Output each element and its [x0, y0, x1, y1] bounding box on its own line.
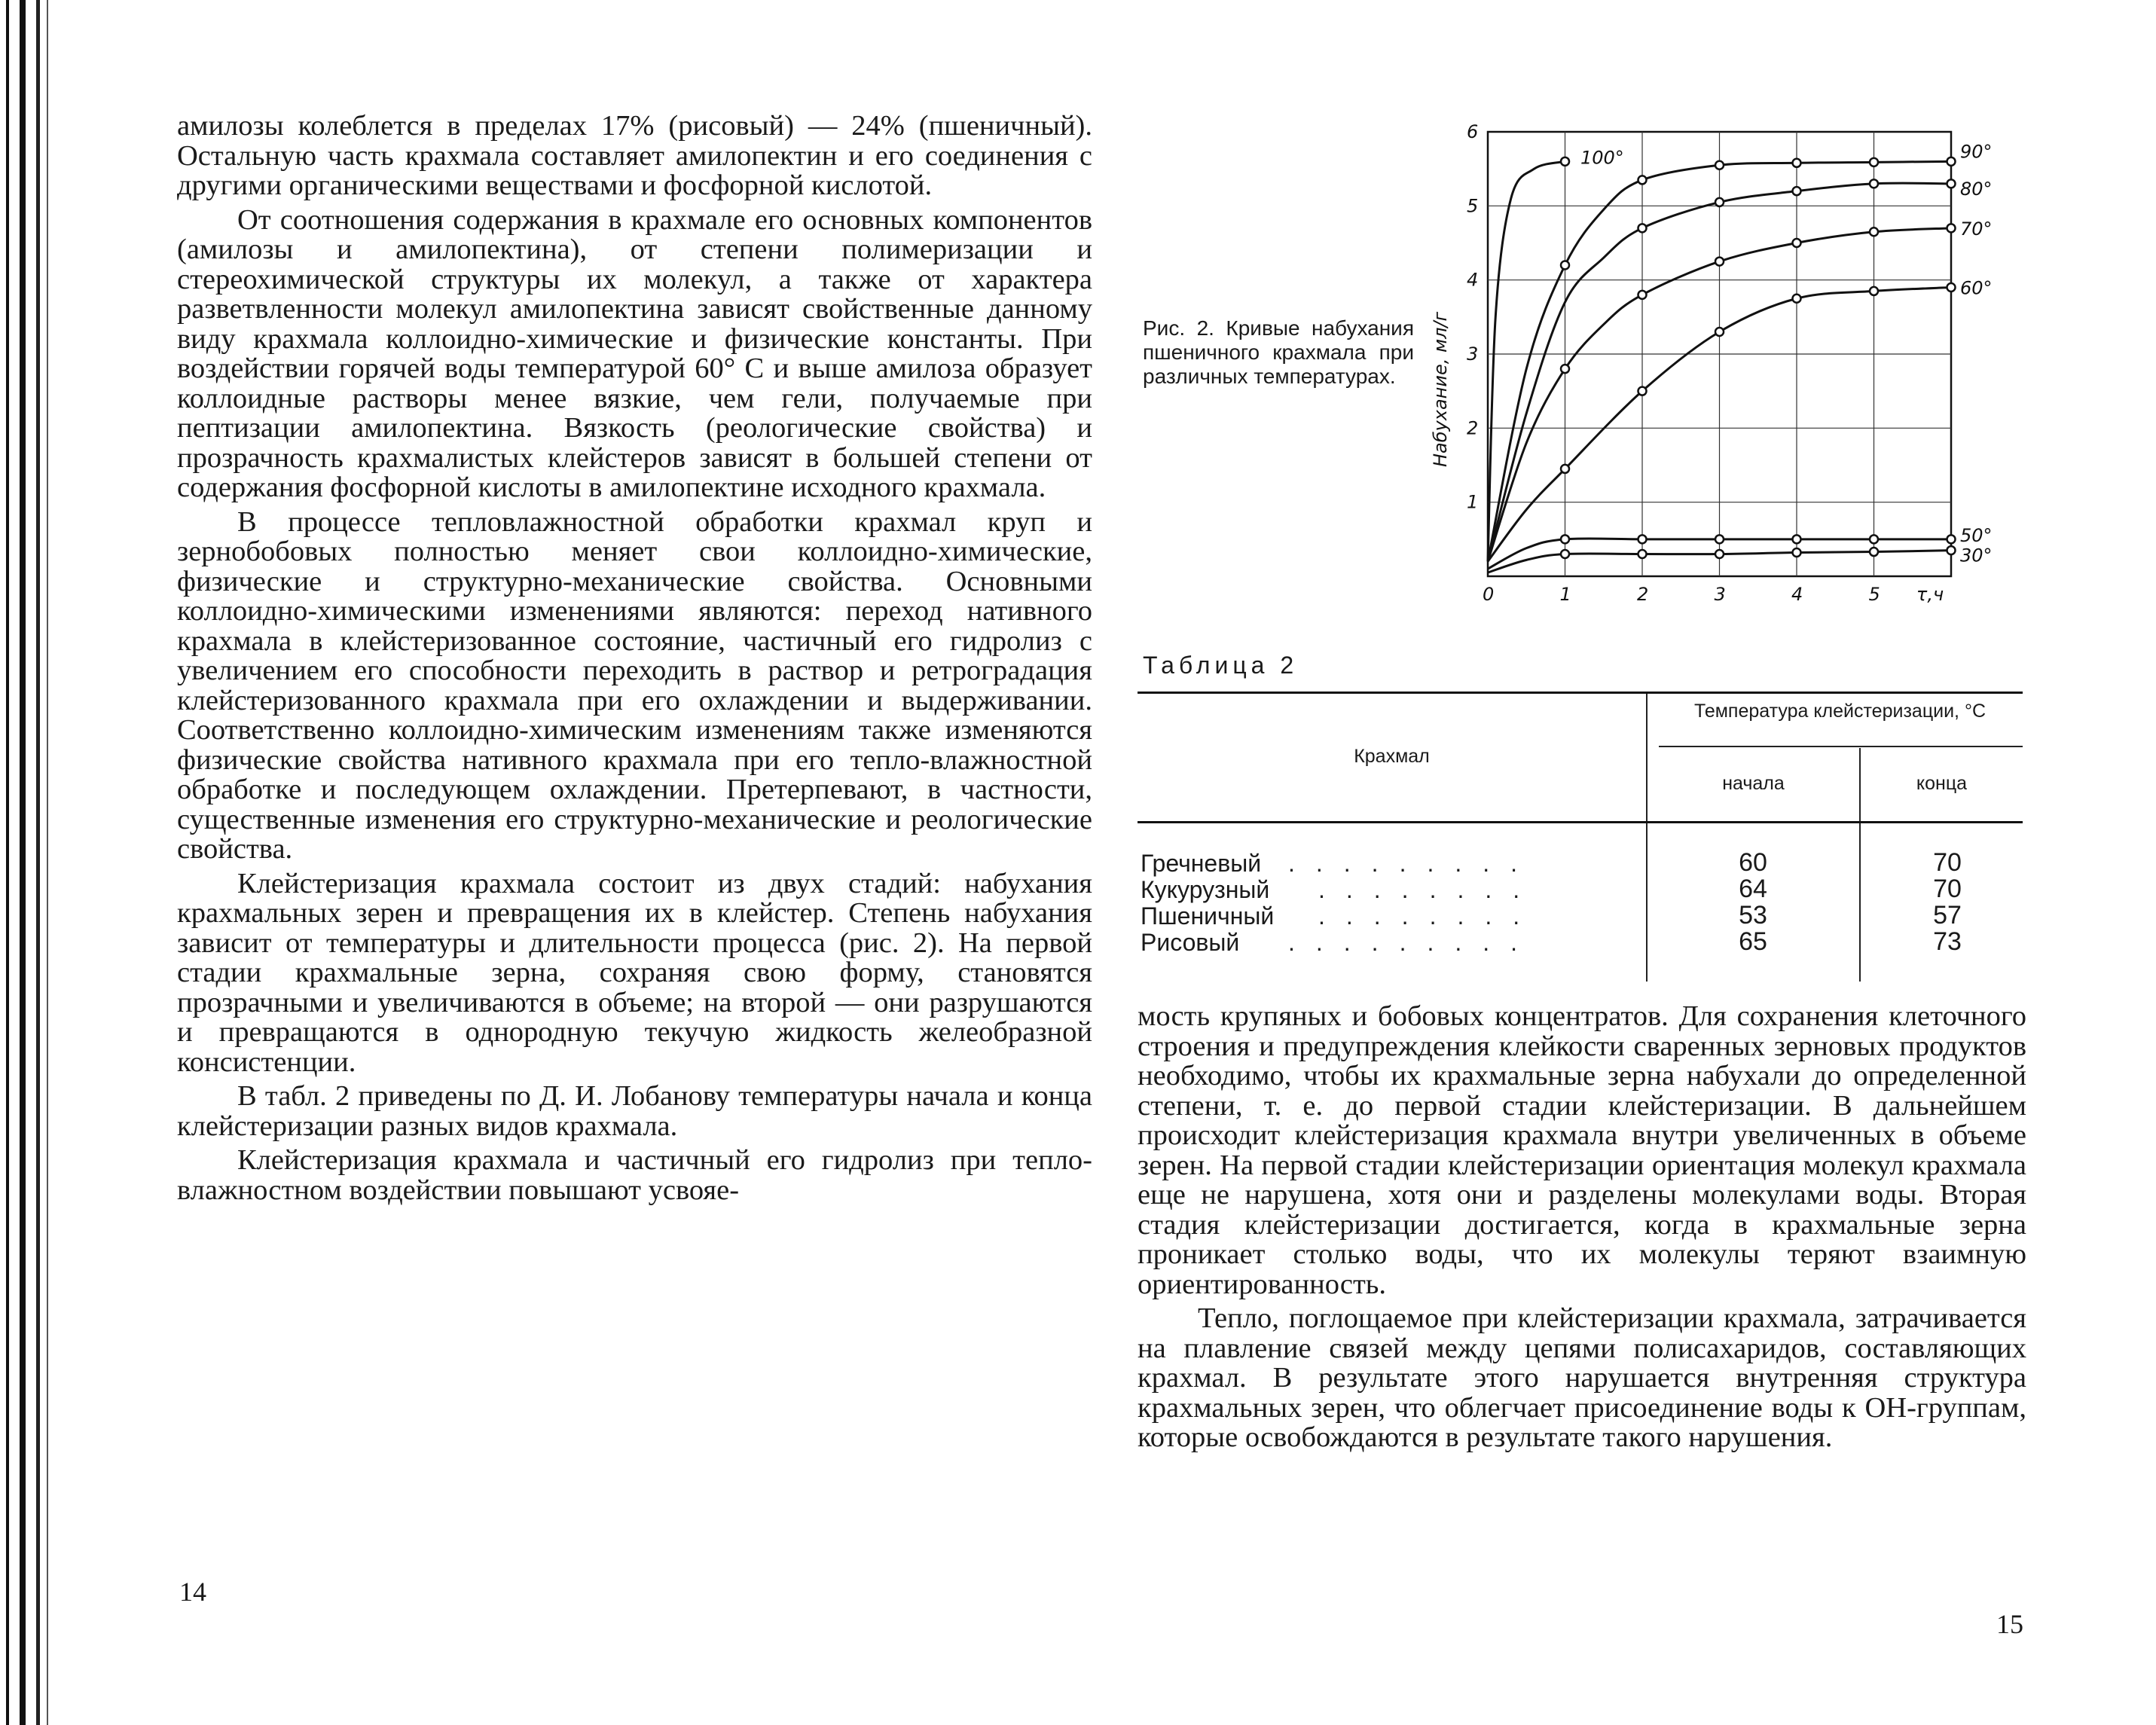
col-header-end: конца	[1916, 773, 1968, 794]
series-label: 100°	[1580, 147, 1624, 169]
paragraph: Клейстеризация крахмала состоит из двух стадий: набухания крахмальных зерен и превращения их в клейстер. Степень набухания зависит от температуры и длительности процесса (рис. 2). На первой стадии крахмальные зерна, сохраняя свою форму, становятся прозрачными и увеличиваются в объеме; на второй — они разрушаются и превращаются в однородную текучую жидкость желеобразной консистенции.	[177, 867, 1092, 1078]
leader-dots: .........	[1288, 850, 1539, 877]
y-tick-label: 4	[1467, 269, 1479, 291]
cell-start: 60	[1739, 848, 1767, 877]
x-tick-label: 2	[1637, 584, 1649, 605]
y-tick-label: 2	[1467, 417, 1479, 439]
data-point	[1793, 295, 1801, 303]
data-point	[1561, 261, 1569, 270]
data-point	[1561, 465, 1569, 473]
data-point	[1715, 198, 1724, 206]
series-label: 90°	[1960, 141, 1993, 163]
col-header-start: начала	[1722, 773, 1785, 794]
data-point	[1947, 535, 1956, 543]
table-caption: Таблица 2	[1143, 652, 1299, 679]
series-label: 50°	[1960, 524, 1993, 546]
leader-dots: ........	[1318, 876, 1541, 903]
paragraph: От соотношения содержания в крахмале его основных компонентов (амилозы и амилопектина), от степени полимеризации и стереохимической структуры их молекул, а также от характера разветвленности молекул амилопектина зависят свойственные данному виду крахмала коллоидно-химические и физические константы. При воздействии горячей воды температурой 60° С и выше амилоза образует коллоидные растворы менее вязкие, чем гели, получаемые при пептизации амилопектина. Вязкость (реологические свойства) и прозрачность крахмалистых клейстеров зависят в большей степени от содержания фосфорной кислоты в амилопектине исходного крахмала.	[177, 203, 1092, 503]
data-point	[1638, 550, 1647, 558]
y-axis-label: Набухание, мл/г	[1430, 311, 1451, 467]
data-point	[1561, 157, 1569, 166]
book-binding	[0, 0, 53, 1725]
data-point	[1947, 224, 1956, 232]
row-name: Рисовый	[1141, 929, 1240, 956]
data-point	[1793, 239, 1801, 247]
right-page-text	[1138, 1002, 2026, 1453]
swelling-chart	[1424, 117, 2026, 629]
data-point	[1870, 548, 1878, 556]
data-point	[1870, 179, 1878, 188]
data-point	[1638, 224, 1647, 232]
data-point	[1561, 550, 1569, 558]
paragraph: Клейстеризация крахмала и частичный его гидролиз при тепло-влажностном воздействии повышают усвояе-	[177, 1144, 1092, 1206]
x-tick-label: 0	[1483, 584, 1495, 605]
data-point	[1947, 179, 1956, 188]
y-tick-label: 1	[1467, 491, 1479, 513]
cell-end: 73	[1933, 927, 1962, 956]
data-point	[1715, 328, 1724, 336]
data-point	[1561, 365, 1569, 373]
y-tick-label: 6	[1467, 121, 1479, 142]
col-header-starch: Крахмал	[1354, 746, 1430, 767]
data-point	[1870, 287, 1878, 295]
cell-start: 64	[1739, 875, 1767, 903]
figure-caption: Рис. 2. Кривые набухания пшеничного крахмала при различных температурах.	[1143, 316, 1414, 388]
data-point	[1638, 387, 1647, 395]
series-label: 30°	[1960, 545, 1993, 566]
left-page-text	[177, 111, 1092, 1205]
data-point	[1870, 227, 1878, 236]
row-name: Кукурузный	[1141, 876, 1270, 903]
cell-start: 65	[1739, 927, 1767, 956]
data-point	[1793, 535, 1801, 543]
data-point	[1638, 291, 1647, 299]
data-point	[1793, 548, 1801, 557]
data-point	[1870, 158, 1878, 166]
paragraph: В табл. 2 приведены по Д. И. Лобанову температуры начала и конца клейстеризации разных видов крахмала.	[177, 1080, 1092, 1142]
paragraph: мость крупяных и бобовых концентратов. Для сохранения клеточного строения и предупреждения клейкости сваренных зерновых продуктов необходимо, чтобы их крахмальные зерна набухали до определенной степени, т. е. до первой стадии клейстеризации. В дальнейшем происходит клейстеризация крахмала внутри увеличенных в объеме зерен. На первой стадии клейстеризации ориентация молекул крахмала еще не нарушена, хотя они и разделены молекулами воды. Вторая стадия клейстеризации достигается, когда в крахмальные зерна проникает столько воды, что их молекулы теряют взаимную ориентированность.	[1138, 1000, 2026, 1300]
leader-dots: .........	[1288, 929, 1539, 956]
series-label: 60°	[1960, 277, 1993, 299]
y-tick-label: 5	[1467, 195, 1479, 217]
series-label: 70°	[1960, 218, 1993, 240]
series-label: 80°	[1960, 178, 1993, 200]
x-tick-label: 1	[1559, 584, 1571, 605]
row-name: Гречневый	[1141, 850, 1262, 877]
cell-start: 53	[1739, 901, 1767, 930]
data-point	[1715, 535, 1724, 543]
paragraph: амилозы колеблется в пределах 17% (рисовый) — 24% (пшеничный). Остальную часть крахмала составляет амилопектин и его соединения с другими органическими веществами и фосфорной кислотой.	[177, 110, 1092, 201]
cell-end: 70	[1933, 875, 1962, 903]
col-header-temperature: Температура клейстеризации, °С	[1693, 701, 1987, 722]
paragraph: В процессе тепловлажностной обработки крахмал круп и зернобобовых полностью меняет свои коллоидно-химические, физические и структурно-механические свойства. Основными коллоидно-химическими изменениями являются: переход нативного крахмала в клейстеризованное состояние, частичный его гидролиз с увеличением его способности переходить в раствор и ретроградация клейстеризованного крахмала при его охлаждении и выдерживании. Соответственно коллоидно-химическим изменениям также изменяются физические свойства нативного крахмала при его тепло-влажностной обработке и последующем охлаждении. Претерпевают, в частности, существенные изменения его структурно-механические и реологические свойства.	[177, 505, 1092, 865]
data-point	[1947, 157, 1956, 166]
data-point	[1947, 283, 1956, 292]
data-point	[1715, 161, 1724, 169]
data-point	[1561, 535, 1569, 543]
leader-dots: ........	[1318, 902, 1541, 930]
page-number-right: 15	[1996, 1609, 2023, 1639]
row-name: Пшеничный	[1141, 902, 1275, 930]
data-point	[1715, 550, 1724, 558]
cell-end: 70	[1933, 848, 1962, 877]
data-point	[1715, 258, 1724, 266]
x-tick-label: 4	[1791, 584, 1803, 605]
x-axis-label: τ,ч	[1916, 584, 1944, 605]
data-point	[1793, 159, 1801, 167]
data-point	[1870, 535, 1878, 543]
y-tick-label: 3	[1467, 343, 1479, 365]
x-tick-label: 5	[1868, 584, 1880, 605]
cell-end: 57	[1933, 901, 1962, 930]
data-point	[1638, 176, 1647, 184]
data-point	[1793, 187, 1801, 195]
x-tick-label: 3	[1714, 584, 1726, 605]
paragraph: Тепло, поглощаемое при клейстеризации крахмала, затрачивается на плавление связей между цепями полисахаридов, составляющих крахмал. В результате этого нарушается внутренняя структура крахмальных зерен, что облегчает присоединение воды к ОН-группам, которые освобождаются в результате такого нарушения.	[1138, 1302, 2026, 1453]
data-point	[1638, 535, 1647, 543]
page-number-left: 14	[179, 1577, 206, 1607]
data-point	[1947, 546, 1956, 554]
